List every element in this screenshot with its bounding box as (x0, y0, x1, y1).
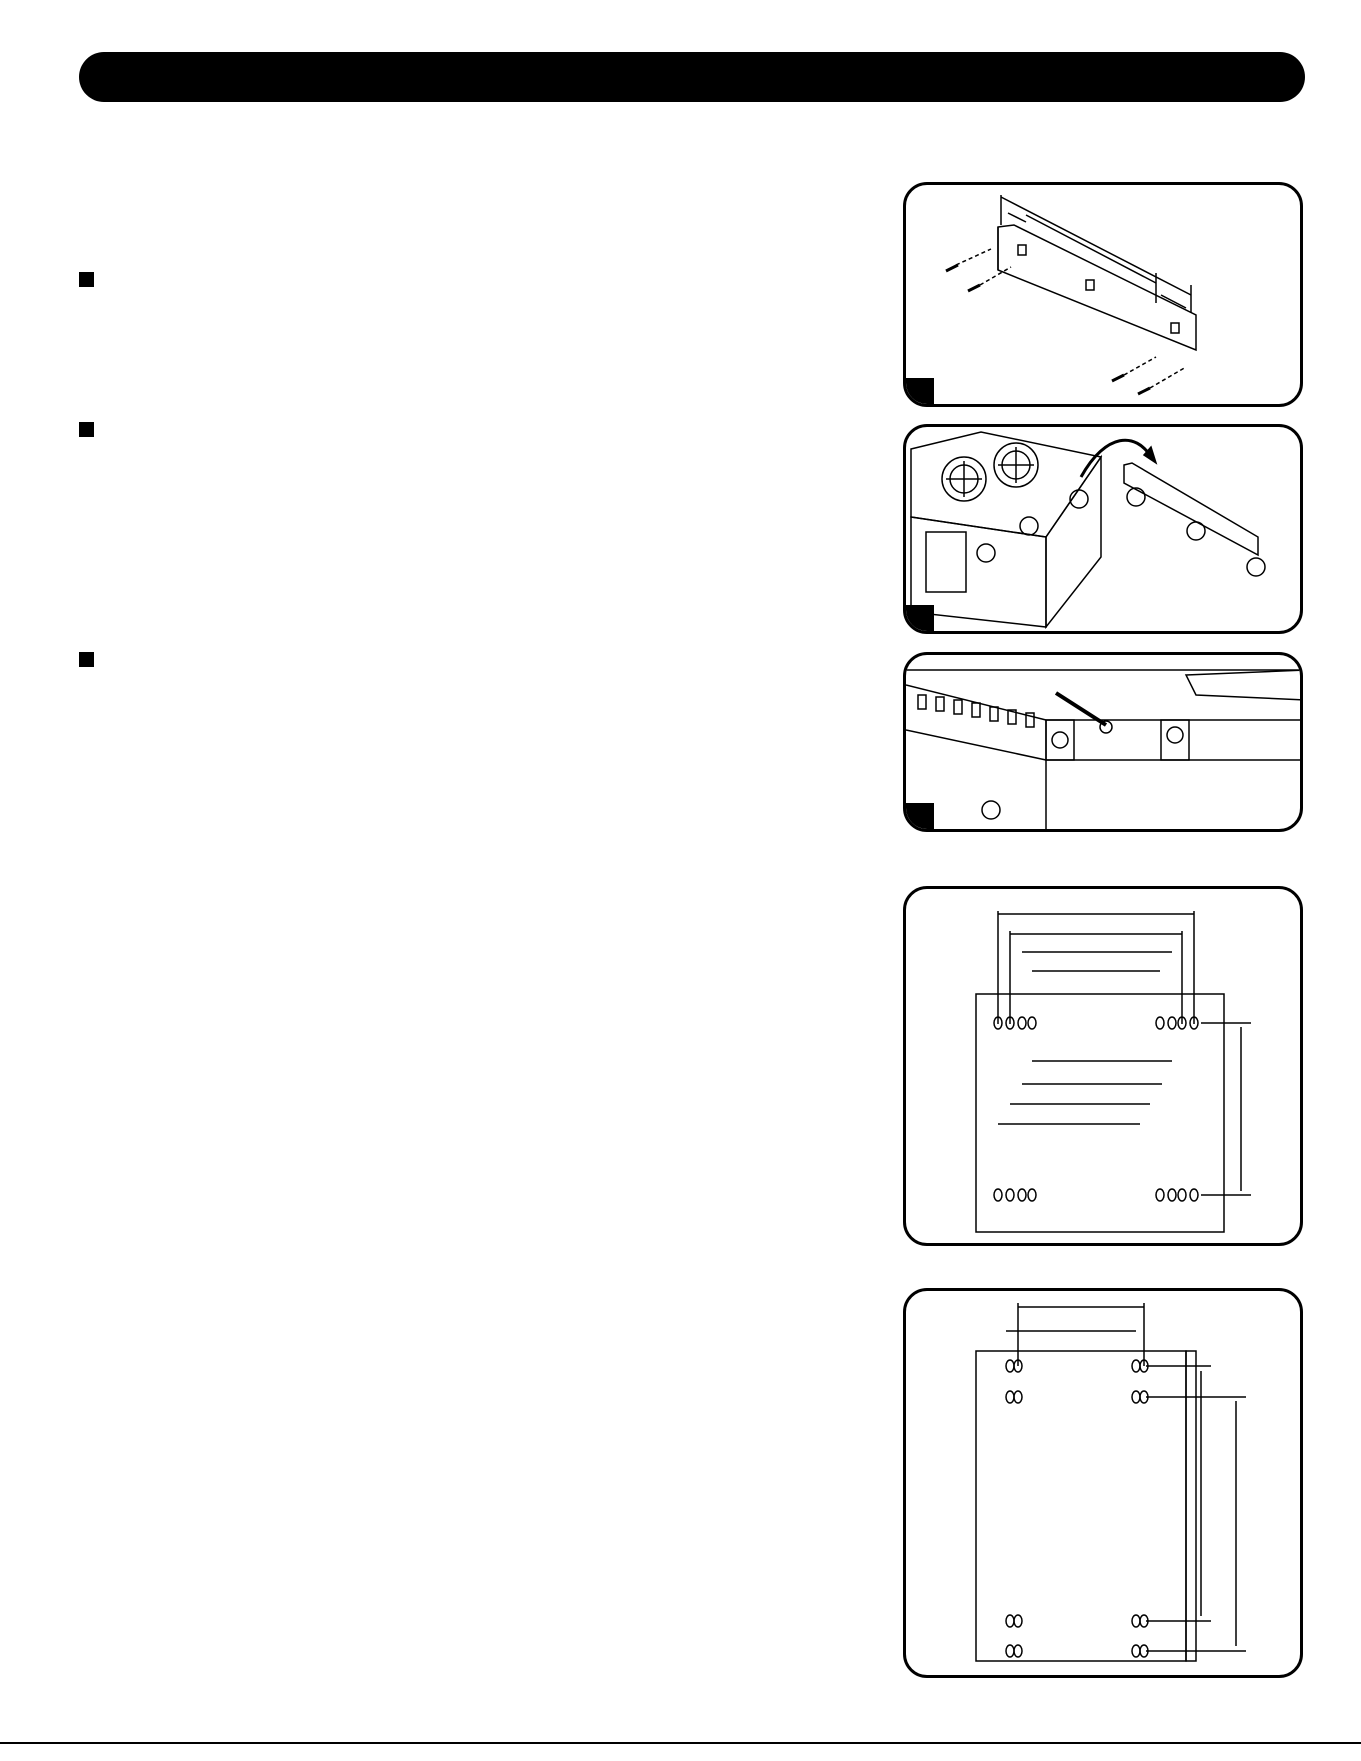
wall-bracket-diagram-icon (906, 185, 1303, 407)
figure-hole-pattern-side (903, 1288, 1303, 1678)
figure-tag (906, 803, 934, 829)
footer-rule (0, 1742, 1361, 1744)
bracket-screw-closeup-icon (906, 655, 1303, 832)
side-hole-pattern-icon (906, 1291, 1303, 1678)
figure-cabinet-top-bracket (903, 424, 1303, 634)
figure-bracket-dimensions (903, 182, 1303, 407)
cabinet-bracket-transfer-icon (906, 427, 1303, 634)
figure-tag (906, 605, 934, 631)
figure-bracket-screw-detail (903, 652, 1303, 832)
square-bullet-icon (79, 652, 94, 667)
top-hole-pattern-icon (906, 889, 1303, 1246)
figure-tag (906, 378, 934, 404)
section-header-bar (79, 52, 1305, 102)
square-bullet-icon (79, 422, 94, 437)
square-bullet-icon (79, 272, 94, 287)
figure-hole-pattern-top (903, 886, 1303, 1246)
